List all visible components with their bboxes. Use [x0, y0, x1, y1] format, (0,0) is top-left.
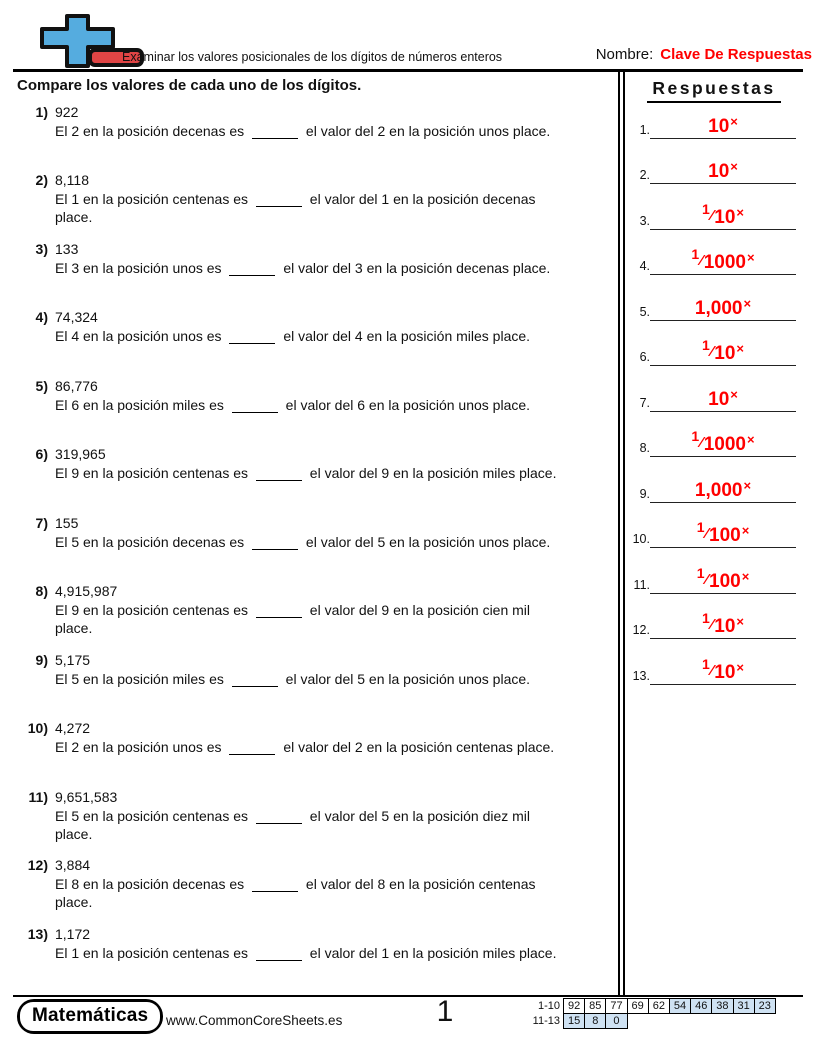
question-row	[0, 445, 614, 482]
answer-row	[628, 421, 796, 457]
question-text-line: El 5 en la posición centenas es el valor del 5 en la posición diez mil	[55, 807, 531, 824]
answer-line	[650, 284, 796, 321]
score-cell: 77	[605, 998, 627, 1014]
question-text-line: place.	[55, 894, 93, 910]
worksheet-title: Examinar los valores posicionales de los dígitos de números enteros	[122, 50, 503, 64]
answer-number: 3.	[639, 214, 650, 228]
score-row	[524, 998, 776, 1014]
answer-line	[650, 375, 796, 412]
question-body	[55, 240, 614, 277]
fraction-slash: ⁄	[710, 662, 714, 679]
answer-blank	[232, 412, 278, 413]
answer-magnitude: 1000	[703, 434, 746, 455]
score-cell: 54	[669, 998, 691, 1014]
question-value: 74,324	[55, 309, 98, 325]
score-cell: 38	[711, 998, 733, 1014]
question-text-line: El 9 en la posición centenas es el valor del 9 en la posición miles place.	[55, 464, 557, 481]
question-value: 155	[55, 515, 79, 531]
times-symbol: ×	[736, 660, 745, 675]
question-body	[55, 308, 614, 345]
answer-blank	[252, 138, 298, 139]
question-number: 13)	[27, 926, 48, 942]
score-cell: 0	[605, 1013, 627, 1029]
times-symbol: ×	[730, 387, 738, 402]
answer-number: 11.	[633, 578, 650, 592]
question-body	[55, 651, 614, 688]
question-text-line: El 1 en la posición centenas es el valor del 1 en la posición miles place.	[55, 944, 557, 961]
score-cell: 69	[627, 998, 649, 1014]
name-row	[596, 46, 812, 63]
score-cell: 85	[584, 998, 606, 1014]
question-body	[55, 445, 614, 482]
question-number: 3)	[35, 241, 48, 257]
answer-blank	[229, 754, 275, 755]
question-body	[55, 719, 614, 756]
answer-row	[628, 194, 796, 230]
score-cell: 46	[690, 998, 712, 1014]
answer-line	[650, 511, 796, 548]
question-body	[55, 925, 614, 962]
question-text-line: El 6 en la posición miles es el valor del 6 en la posición unos place.	[55, 396, 531, 413]
answer-blank	[256, 617, 302, 618]
question-text-line: El 2 en la posición unos es el valor del 2 en la posición centenas place.	[55, 738, 555, 755]
times-symbol: ×	[730, 114, 738, 129]
score-cell: 92	[563, 998, 585, 1014]
answer-line	[650, 648, 796, 685]
question-row	[0, 377, 614, 414]
times-symbol: ×	[741, 523, 750, 538]
question-value: 4,272	[55, 720, 91, 736]
answer-magnitude: 100	[709, 525, 741, 546]
fraction-numerator: 1	[691, 246, 700, 262]
question-text-line: El 5 en la posición miles es el valor del 5 en la posición unos place.	[55, 670, 531, 687]
question-row	[0, 240, 614, 277]
answer-blank	[232, 686, 278, 687]
times-symbol: ×	[743, 478, 752, 493]
score-row	[524, 1013, 776, 1029]
column-divider	[618, 71, 625, 995]
question-text-line: El 8 en la posición decenas es el valor del 8 en la posición centenas	[55, 875, 536, 892]
answer-row	[628, 558, 796, 594]
times-symbol: ×	[747, 432, 755, 447]
question-number: 4)	[35, 309, 48, 325]
answer-blank	[252, 891, 298, 892]
header-rule	[13, 69, 803, 72]
fraction-numerator: 1	[701, 201, 710, 217]
answer-blank	[256, 206, 302, 207]
answer-number: 8.	[639, 441, 650, 455]
answer-line	[650, 466, 796, 503]
score-range-label: 1-10	[537, 1000, 560, 1012]
answer-blank	[256, 823, 302, 824]
answer-row	[628, 376, 796, 412]
question-text-line: El 1 en la posición centenas es el valor del 1 en la posición decenas	[55, 190, 536, 207]
name-label: Nombre:	[595, 46, 654, 63]
question-number: 2)	[35, 172, 48, 188]
question-value: 1,172	[55, 926, 91, 942]
answer-number: 13.	[632, 669, 650, 683]
answer-value	[701, 656, 745, 684]
brand-badge	[17, 999, 163, 1034]
question-text-line: place.	[55, 209, 93, 225]
question-row	[0, 582, 614, 638]
question-body	[55, 377, 614, 414]
question-row	[0, 308, 614, 345]
fraction-numerator: 1	[701, 337, 710, 353]
question-row	[0, 514, 614, 551]
answer-row	[628, 285, 796, 321]
answer-magnitude: 1,000	[694, 298, 743, 319]
answer-value	[694, 296, 752, 320]
question-row	[0, 925, 614, 962]
answer-blank	[256, 960, 302, 961]
answer-line	[650, 602, 796, 639]
score-cell: 62	[648, 998, 670, 1014]
question-text-line: El 3 en la posición unos es el valor del 3 en la posición decenas place.	[55, 259, 551, 276]
answer-blank	[229, 275, 275, 276]
question-number: 10)	[27, 720, 48, 736]
answer-magnitude: 10	[708, 116, 730, 137]
answer-number: 4.	[639, 259, 650, 273]
answers-title: Respuestas	[647, 78, 780, 103]
fraction-slash: ⁄	[705, 525, 708, 542]
answer-value	[701, 610, 745, 638]
answer-magnitude: 10	[714, 207, 736, 228]
times-symbol: ×	[747, 250, 755, 265]
answer-line	[650, 102, 796, 139]
question-number: 1)	[35, 104, 48, 120]
answer-line	[650, 329, 796, 366]
question-body	[55, 103, 614, 140]
times-symbol: ×	[730, 159, 738, 174]
answer-row	[628, 603, 796, 639]
answer-row	[628, 148, 796, 184]
question-value: 922	[55, 104, 79, 120]
answer-row	[628, 649, 796, 685]
fraction-numerator: 1	[691, 428, 700, 444]
answer-line	[650, 420, 796, 457]
brand-name: Matemáticas	[32, 1005, 149, 1026]
question-number: 11)	[28, 789, 48, 805]
instructions-text: Compare los valores de cada uno de los dígitos.	[17, 77, 362, 94]
answer-value	[694, 478, 752, 502]
fraction-numerator: 1	[696, 519, 705, 535]
question-text-line: place.	[55, 826, 93, 842]
question-row	[0, 171, 614, 227]
answer-number: 10.	[632, 532, 650, 546]
question-row	[0, 651, 614, 688]
answer-value	[708, 114, 738, 138]
score-cell: 15	[563, 1013, 585, 1029]
question-text-line: place.	[55, 620, 93, 636]
answer-line	[650, 193, 796, 230]
answer-number: 9.	[639, 487, 650, 501]
answer-line	[650, 238, 796, 275]
page-number: 1	[436, 995, 454, 1028]
fraction-slash: ⁄	[700, 252, 703, 269]
answer-number: 7.	[639, 396, 650, 410]
times-symbol: ×	[743, 296, 752, 311]
question-number: 8)	[35, 583, 48, 599]
answer-row	[628, 512, 796, 548]
answer-value	[708, 159, 738, 183]
answer-value	[696, 565, 750, 593]
question-value: 319,965	[55, 446, 106, 462]
answer-value	[691, 428, 755, 456]
question-row	[0, 856, 614, 912]
score-cell: 8	[584, 1013, 606, 1029]
fraction-slash: ⁄	[700, 434, 703, 451]
answer-line	[650, 557, 796, 594]
answer-blank	[252, 549, 298, 550]
answer-key-label: Clave De Respuestas	[660, 46, 812, 63]
answer-number: 6.	[639, 350, 650, 364]
question-number: 7)	[35, 515, 48, 531]
question-value: 3,884	[55, 857, 91, 873]
fraction-slash: ⁄	[710, 616, 714, 633]
answer-number: 5.	[639, 305, 650, 319]
score-table	[524, 998, 776, 1029]
answer-value	[708, 387, 738, 411]
question-row	[0, 103, 614, 140]
question-body	[55, 582, 614, 638]
answer-magnitude: 1000	[703, 252, 746, 273]
answer-number: 2.	[639, 168, 650, 182]
fraction-slash: ⁄	[710, 207, 714, 224]
answer-value	[701, 201, 745, 229]
answer-magnitude: 10	[714, 343, 736, 364]
fraction-slash: ⁄	[710, 343, 714, 360]
answer-line	[650, 147, 796, 184]
answer-magnitude: 10	[714, 616, 736, 637]
answer-value	[691, 246, 755, 274]
score-cell: 31	[733, 998, 755, 1014]
fraction-numerator: 1	[701, 656, 710, 672]
answer-row	[628, 103, 796, 139]
question-text-line: El 9 en la posición centenas es el valor del 9 en la posición cien mil	[55, 601, 531, 618]
question-body	[55, 856, 614, 912]
answer-value	[696, 519, 750, 547]
question-number: 6)	[35, 446, 48, 462]
question-text-line: El 5 en la posición decenas es el valor del 5 en la posición unos place.	[55, 533, 551, 550]
question-value: 4,915,987	[55, 583, 118, 599]
question-body	[55, 514, 614, 551]
answer-magnitude: 10	[708, 161, 730, 182]
question-value: 5,175	[55, 652, 91, 668]
answer-magnitude: 10	[708, 389, 730, 410]
answer-magnitude: 10	[714, 662, 736, 683]
question-number: 12)	[27, 857, 48, 873]
score-cell: 23	[754, 998, 776, 1014]
answer-blank	[229, 343, 275, 344]
times-symbol: ×	[736, 341, 745, 356]
fraction-numerator: 1	[701, 610, 710, 626]
question-body	[55, 788, 614, 844]
question-value: 86,776	[55, 378, 98, 394]
question-text-line: El 4 en la posición unos es el valor del 4 en la posición miles place.	[55, 327, 531, 344]
question-number: 9)	[35, 652, 48, 668]
answer-number: 1.	[639, 123, 650, 137]
answer-row	[628, 239, 796, 275]
question-body	[55, 171, 614, 227]
question-row	[0, 788, 614, 844]
answer-blank	[256, 480, 302, 481]
fraction-numerator: 1	[696, 565, 705, 581]
website-url: www.CommonCoreSheets.es	[166, 1013, 343, 1028]
question-value: 9,651,583	[55, 789, 118, 805]
question-value: 8,118	[55, 172, 89, 188]
fraction-slash: ⁄	[705, 571, 708, 588]
answer-number: 12.	[632, 623, 650, 637]
times-symbol: ×	[736, 614, 745, 629]
answer-magnitude: 1,000	[694, 480, 743, 501]
question-text-line: El 2 en la posición decenas es el valor del 2 en la posición unos place.	[55, 122, 551, 139]
times-symbol: ×	[736, 205, 745, 220]
question-value: 133	[55, 241, 79, 257]
answer-value	[701, 337, 745, 365]
answer-magnitude: 100	[709, 571, 741, 592]
times-symbol: ×	[741, 569, 750, 584]
question-row	[0, 719, 614, 756]
question-number: 5)	[35, 378, 48, 394]
score-range-label: 11-13	[532, 1015, 560, 1027]
brand-badge-inner	[20, 1002, 160, 1031]
answer-row	[628, 330, 796, 366]
answer-row	[628, 467, 796, 503]
answers-header	[630, 78, 798, 103]
